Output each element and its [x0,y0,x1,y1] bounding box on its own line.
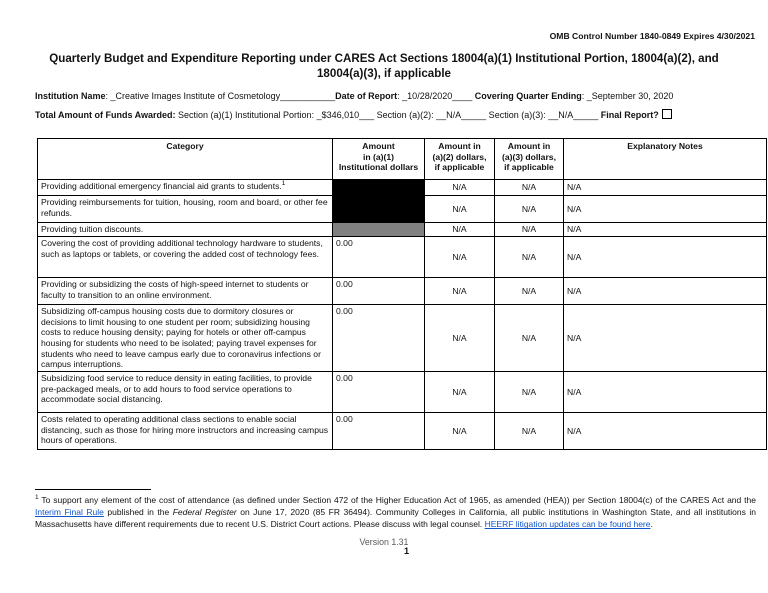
amount-a1-cell: 0.00 [333,278,425,305]
notes-cell: N/A [564,180,767,196]
footnote-text: published in the [103,507,173,518]
amount-a3-cell: N/A [495,278,564,305]
notes-cell: N/A [564,237,767,278]
category-cell: Providing or subsidizing the costs of high-speed internet to students or faculty to transition to an online environment. [38,278,333,305]
funds-awarded-value: Section (a)(1) Institutional Portion: _$346,010___ Section (a)(2): __N/A_____ Section (a)(3): __N/A_____ [175,110,601,120]
footnote-marker: 1 [35,494,39,502]
institution-info-line [35,91,760,102]
interim-final-rule-link[interactable]: Interim Final Rule [35,507,104,518]
amount-a1-cell-redacted [333,180,425,196]
amount-a1-cell: 0.00 [333,371,425,412]
amount-a2-cell: N/A [425,237,495,278]
page-number: 1 [404,546,410,556]
column-header-category: Category [38,139,333,180]
table-row [38,371,767,412]
amount-a3-cell: N/A [495,237,564,278]
amount-a3-cell: N/A [495,223,564,237]
column-header-amount-a1: Amount in (a)(1) Institutional dollars [333,139,425,180]
table-row [38,180,767,196]
notes-cell: N/A [564,196,767,223]
page-title: Quarterly Budget and Expenditure Reporting under CARES Act Sections 18004(a)(1) Institutional Portion, 18004(a)(2), and 18004(a)(3), if applicable [49,52,719,81]
funds-info-line [35,109,760,121]
column-header-amount-a2: Amount in (a)(2) dollars, if applicable [425,139,495,180]
footnote [35,494,756,531]
table-row [38,223,767,237]
amount-a2-cell: N/A [425,412,495,449]
institution-name-value: : _Creative Images Institute of Cosmetology___________ [105,91,336,101]
federal-register-title: Federal Register [172,507,237,518]
quarter-ending-value: : _September 30, 2020 [581,91,674,101]
footnote-separator [35,489,151,490]
amount-a1-cell: 0.00 [333,237,425,278]
final-report-label: Final Report? [600,110,662,120]
omb-control-line: OMB Control Number 1840-0849 Expires 4/30/2021 [549,31,755,41]
budget-expenditure-table [37,138,767,450]
amount-a2-cell: N/A [425,371,495,412]
table-row [38,237,767,278]
notes-cell: N/A [564,223,767,237]
notes-cell: N/A [564,412,767,449]
final-report-checkbox[interactable] [662,109,672,119]
amount-a1-cell: 0.00 [333,305,425,372]
amount-a3-cell: N/A [495,180,564,196]
notes-cell: N/A [564,305,767,372]
category-cell: Providing additional emergency financial aid grants to students.$^1$ [38,180,333,196]
amount-a2-cell: N/A [425,305,495,372]
table-row [38,196,767,223]
table-header-row [38,139,767,180]
amount-a2-cell: N/A [425,180,495,196]
amount-a1-cell: 0.00 [333,412,425,449]
footnote-reference: 1 [281,180,286,188]
notes-cell: N/A [564,278,767,305]
heerf-litigation-updates-link[interactable]: HEERF litigation updates can be found here [484,519,651,530]
quarter-ending-label: Covering Quarter Ending [474,91,582,101]
table-row [38,278,767,305]
amount-a2-cell: N/A [425,196,495,223]
amount-a1-cell-redacted [333,223,425,237]
table-row [38,412,767,449]
funds-awarded-label: Total Amount of Funds Awarded: [35,110,176,120]
category-cell: Covering the cost of providing additional technology hardware to students, such as laptops or tablets, or covering the added cost of technology fees. [38,237,333,278]
amount-a3-cell: N/A [495,196,564,223]
category-cell: Providing reimbursements for tuition, housing, room and board, or other fee refunds. [38,196,333,223]
category-cell: Costs related to operating additional class sections to enable social distancing, such as those for hiring more instructors and increasing campus hours of operations. [38,412,333,449]
footnote-text: To support any element of the cost of attendance (as defined under Section 472 of the Higher Education Act of 1965, as amended (HEA)) per Section 18004(c) of the CARES Act and the [38,495,756,505]
column-header-notes: Explanatory Notes [564,139,767,180]
table-row [38,305,767,372]
column-header-amount-a3: Amount in (a)(3) dollars, if applicable [495,139,564,180]
amount-a3-cell: N/A [495,305,564,372]
category-cell: Subsidizing off-campus housing costs due to dormitory closures or decisions to limit housing to one student per room; subsidizing housing costs to reduce housing density; paying for hotels or other off-campus housing for students who need to be isolated; paying travel expenses for students who need to leave campus early due to coronavirus infections or campus interruptions. [38,305,333,372]
institution-name-label: Institution Name [35,91,106,101]
footnote-text: . [650,519,653,530]
date-of-report-label: Date of Report [335,91,398,101]
amount-a3-cell: N/A [495,371,564,412]
category-cell: Providing tuition discounts. [38,223,333,237]
date-of-report-value: : _10/28/2020____ [397,91,475,101]
amount-a2-cell: N/A [425,278,495,305]
amount-a1-cell-redacted [333,196,425,223]
amount-a3-cell: N/A [495,412,564,449]
version-label: Version 1.31 [359,537,409,547]
footnote-text: on June 17, 2020 (85 FR 36494). Community Colleges in California, all public institutions in Washington State, and all institutions in Massachusetts have different requirements due to recent U.S. District Court actions. Please discuss with legal counsel. [35,507,756,530]
notes-cell: N/A [564,371,767,412]
amount-a2-cell: N/A [425,223,495,237]
category-cell: Subsidizing food service to reduce density in eating facilities, to provide pre-packaged meals, or to add hours to food service operations to accommodate social distancing. [38,371,333,412]
